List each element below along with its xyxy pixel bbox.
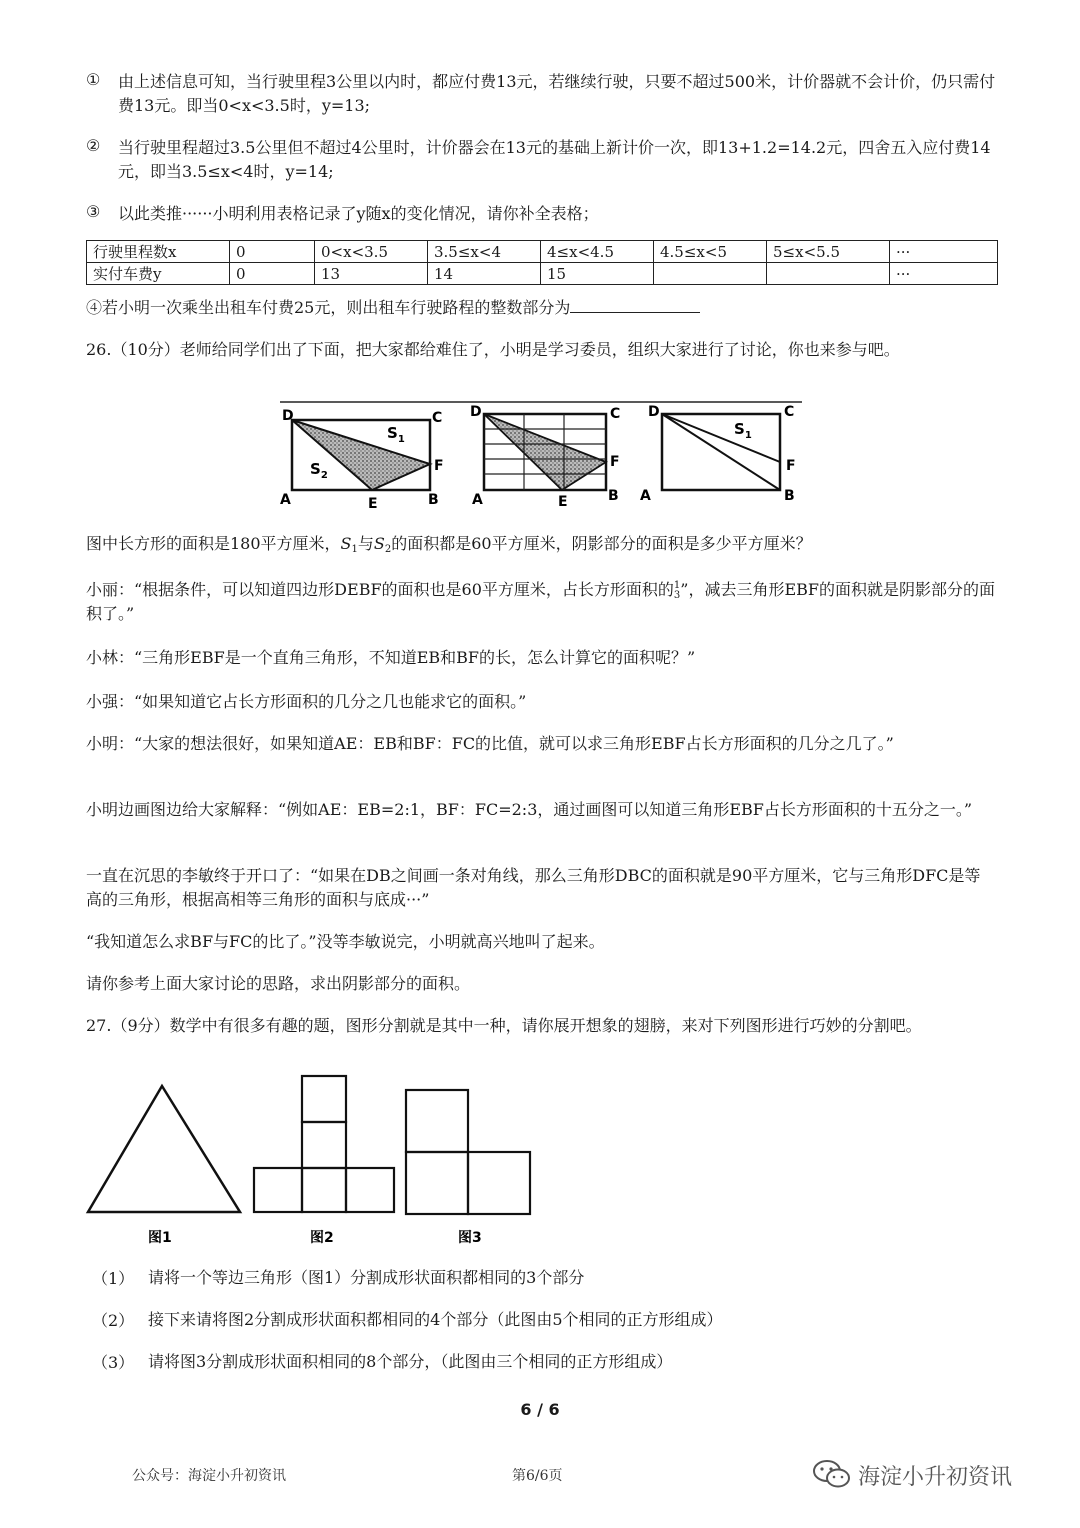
q26-figures bbox=[270, 396, 810, 512]
label-a: A bbox=[640, 488, 651, 504]
label-f: F bbox=[434, 458, 444, 474]
fare-table bbox=[86, 240, 998, 285]
q27-sub2: 接下来请将图2分割成形状面积都相同的4个部分（此图由5个相同的正方形组成） bbox=[148, 1310, 723, 1329]
table-cell: 13 bbox=[315, 263, 428, 285]
q26-xiaoli: 小丽：“根据条件，可以知道四边形DEBF的面积也是60平方厘米，占长方形面积的 1 3 ”，减去三角形EBF的面积就是阴影部分的面积了。” bbox=[86, 579, 996, 623]
item4-text: ④若小明一次乘坐出租车付费25元，则出租车行驶路程的整数部分为 bbox=[86, 298, 571, 317]
footer-brand: 海淀小升初资讯 bbox=[858, 1465, 1013, 1490]
label-d: D bbox=[648, 404, 660, 420]
q27-sub3-number: （3） bbox=[92, 1353, 135, 1372]
q27-sub1: 请将一个等边三角形（图1）分割成形状面积都相同的3个部分 bbox=[148, 1268, 585, 1287]
table-cell: 0<x<3.5 bbox=[315, 241, 428, 263]
label-a: A bbox=[280, 492, 291, 508]
item3-text: 以此类推······小明利用表格记录了y随x的变化情况，请你补全表格； bbox=[118, 204, 599, 223]
footer-page: 第6/6页 bbox=[512, 1468, 563, 1484]
table-cell: 行驶里程数x bbox=[87, 241, 230, 263]
label-b: B bbox=[608, 488, 619, 504]
item2-text: 当行驶里程超过3.5公里但不超过4公里时，计价器会在13元的基础上新计价一次，即13+1.2=14.2元，四舍五入应付费14元，即当3.5≤x<4时，y=14; bbox=[118, 138, 991, 181]
page-number: 6 / 6 bbox=[520, 1400, 560, 1419]
label-c: C bbox=[784, 404, 795, 420]
table-cell: 0 bbox=[230, 263, 315, 285]
label-b: B bbox=[428, 492, 439, 508]
shaded-triangle bbox=[484, 414, 606, 490]
table-cell: 14 bbox=[428, 263, 541, 285]
figure-3-squares bbox=[406, 1090, 530, 1214]
q26-title: 26.（10分）老师给同学们出了下面，把大家都给难住了，小明是学习委员，组织大家进行了讨论，你也来参与吧。 bbox=[86, 340, 900, 359]
label-s2: $S_2$ bbox=[310, 460, 328, 481]
label-d: D bbox=[282, 408, 294, 424]
label-d: D bbox=[470, 404, 482, 420]
q27-sub1-number: （1） bbox=[92, 1269, 135, 1288]
table-row-distance bbox=[87, 241, 998, 263]
q27-figures bbox=[84, 1072, 540, 1252]
fig2-caption: 图2 bbox=[310, 1230, 334, 1246]
table-cell: ··· bbox=[890, 241, 998, 263]
table-cell: 15 bbox=[541, 263, 654, 285]
label-c: C bbox=[432, 410, 443, 426]
table-cell: ··· bbox=[890, 263, 998, 285]
q27-title: 27.（9分）数学中有很多有趣的题，图形分割就是其中一种，请你展开想象的翅膀，来对下列图形进行巧妙的分割吧。 bbox=[86, 1016, 922, 1035]
item2-number: ② bbox=[86, 136, 101, 155]
table-row-fare bbox=[87, 263, 998, 285]
label-e: E bbox=[368, 496, 378, 512]
table-cell: 4.5≤x<5 bbox=[654, 241, 767, 263]
figure-2-squares bbox=[254, 1076, 394, 1212]
label-s1: $S_1$ bbox=[387, 424, 405, 445]
table-cell: 0 bbox=[230, 241, 315, 263]
table-cell: 4≤x<4.5 bbox=[541, 241, 654, 263]
item1-text: 由上述信息可知，当行驶里程3公里以内时，都应付费13元，若继续行驶，只要不超过500米，计价器就不会计价，仍只需付费13元。即当0<x<3.5时，y=13; bbox=[118, 72, 996, 115]
q26-ask: 请你参考上面大家讨论的思路，求出阴影部分的面积。 bbox=[86, 974, 471, 993]
table-cell: 5≤x<5.5 bbox=[767, 241, 890, 263]
q26-xiaolin: 小林：“三角形EBF是一个直角三角形，不知道EB和BF的长，怎么计算它的面积呢？” bbox=[86, 648, 696, 667]
label-b: B bbox=[784, 488, 795, 504]
figure-rectangle-3 bbox=[640, 404, 796, 504]
label-a: A bbox=[472, 492, 483, 508]
q26-xiaoming-explain: 小明边画图边给大家解释：“例如AE：EB=2:1，BF：FC=2:3，通过画图可以知道三角形EBF占长方形面积的十五分之一。” bbox=[86, 800, 973, 819]
figure-rectangle-2 bbox=[470, 404, 620, 510]
table-cell-blank[interactable] bbox=[767, 263, 890, 285]
label-s1: $S_1$ bbox=[734, 420, 752, 441]
table-cell: 3.5≤x<4 bbox=[428, 241, 541, 263]
q26-limin: 一直在沉思的李敏终于开口了：“如果在DB之间画一条对角线，那么三角形DBC的面积就是90平方厘米，它与三角形DFC是等高的三角形，根据高相等三角形的面积与底成···” bbox=[86, 866, 981, 909]
item3-number: ③ bbox=[86, 202, 101, 221]
label-f: F bbox=[786, 458, 796, 474]
label-f: F bbox=[610, 454, 620, 470]
shaded-triangle bbox=[292, 420, 430, 490]
item1-number: ① bbox=[86, 70, 101, 89]
table-cell-blank[interactable] bbox=[654, 263, 767, 285]
label-c: C bbox=[610, 406, 621, 422]
wechat-icon bbox=[812, 1458, 852, 1490]
label-e: E bbox=[558, 494, 568, 510]
q27-sub3: 请将图3分割成形状面积相同的8个部分，（此图由三个相同的正方形组成） bbox=[148, 1352, 673, 1371]
q26-xiaoming-exclaim: “我知道怎么求BF与FC的比了。”没等李敏说完，小明就高兴地叫了起来。 bbox=[86, 932, 605, 951]
table-cell: 实付车费y bbox=[87, 263, 230, 285]
figure-1-triangle bbox=[88, 1086, 240, 1246]
fig1-caption: 图1 bbox=[148, 1230, 172, 1246]
q26-xiaoming: 小明：“大家的想法很好，如果知道AE：EB和BF：FC的比值，就可以求三角形EBF占长方形面积的几分之几了。” bbox=[86, 734, 894, 753]
item4-line bbox=[86, 296, 996, 320]
fraction-one-third: 1 3 bbox=[673, 579, 681, 601]
footer-account: 公众号：海淀小升初资讯 bbox=[132, 1468, 286, 1484]
q26-xiaoqiang: 小强：“如果知道它占长方形面积的几分之几也能求它的面积。” bbox=[86, 692, 527, 711]
fig3-caption: 图3 bbox=[458, 1230, 482, 1246]
answer-blank[interactable] bbox=[570, 296, 700, 313]
figure-rectangle-1 bbox=[280, 408, 444, 512]
q27-sub2-number: （2） bbox=[92, 1311, 135, 1330]
q26-question: 图中长方形的面积是180平方厘米，$S_1$与$S_2$的面积都是60平方厘米，阴影部分的面积是多少平方厘米？ bbox=[86, 534, 812, 555]
